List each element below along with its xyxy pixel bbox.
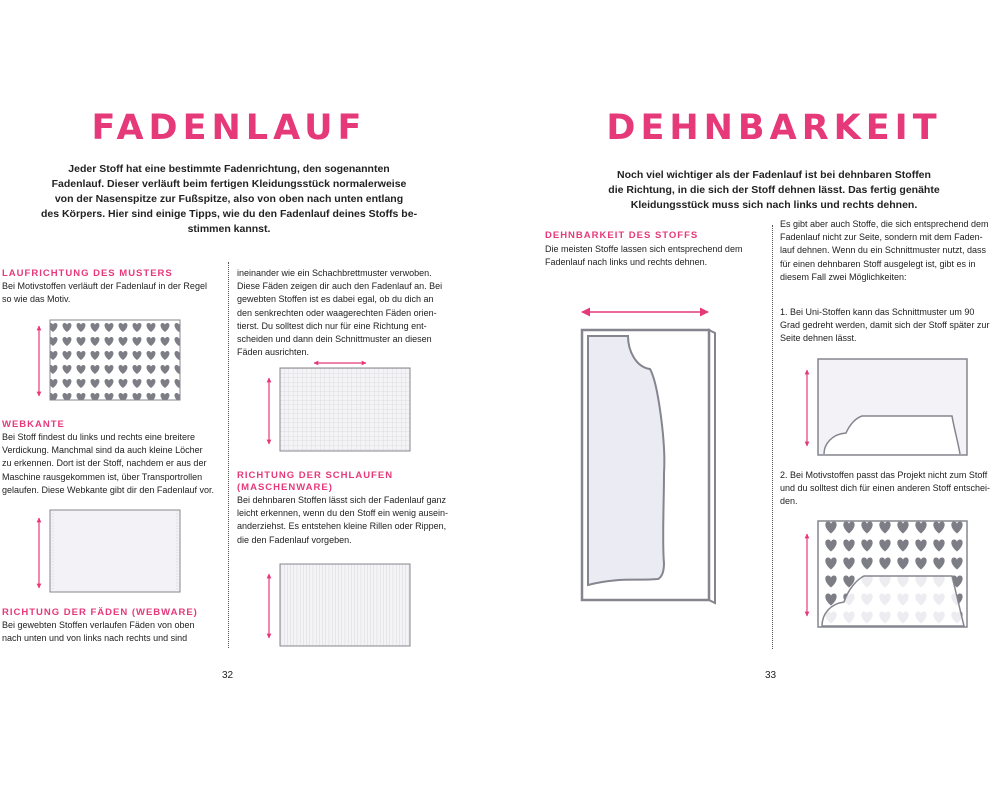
text-line: Maschine rausgekommen ist, über Transportrollen: [2, 471, 203, 482]
text-line: Bei Stoff findest du links und rechts eine breitere: [2, 432, 195, 442]
text-line: den.: [780, 496, 798, 507]
left-intro-line: Fadenlauf. Dieser verläuft beim fertigen Kleidungsstück normalerweise: [51, 178, 407, 190]
heading-dehnbarkeit-stoffs: DEHNBARKEIT DES STOFFS: [545, 230, 699, 241]
right-intro-line: die Richtung, in die sich der Stoff dehnen lässt. Das fertig genähte: [608, 184, 940, 196]
heading-line: (MASCHENWARE): [237, 482, 333, 493]
text-line: 1. Bei Uni-Stoffen kann das Schnittmuster um 90: [780, 307, 975, 317]
text-laufrichtung: [2, 280, 207, 306]
text-line: anderziehst. Es entstehen kleine Rillen oder Rippen,: [237, 521, 447, 532]
text-column-2-right: [780, 218, 988, 284]
woven-fabric-illustration: [262, 360, 414, 454]
selvage-fabric-illustration: [30, 508, 182, 594]
text-option-2: [780, 469, 990, 509]
text-line: so wie das Motiv.: [2, 294, 71, 305]
text-line: Bei dehnbaren Stoffen lässt sich der Fadenlauf ganz: [237, 495, 446, 505]
right-intro-line: Kleidungsstück muss sich nach links und rechts dehnen.: [630, 199, 918, 211]
text-line: für einen dehnbaren Stoff ausgelegt ist, gibt es in: [780, 258, 976, 269]
text-line: Verdickung. Manchmal sind da auch kleine Löcher: [2, 445, 203, 456]
text-richtung-schlaufen: [237, 494, 448, 547]
heading-laufrichtung: LAUFRICHTUNG DES MUSTERS: [2, 268, 173, 279]
text-line: Grad gedreht werden, damit sich der Stoff später zur: [780, 320, 990, 331]
text-line: und du solltest dich für einen anderen Stoff entschei-: [780, 483, 990, 494]
left-intro-line: von der Nasenspitze zur Fußspitze, also von oben nach unten entlang: [54, 193, 404, 205]
bodice-pattern-piece: [588, 336, 664, 585]
page-number-left: 32: [222, 670, 234, 681]
left-intro: [0, 162, 458, 237]
page-number-right: 33: [765, 670, 777, 681]
text-dehnbarkeit-stoffs: [545, 243, 742, 269]
text-line: Diese Fäden zeigen dir auch den Fadenlauf an. Bei: [237, 281, 443, 292]
text-richtung-faeden: [2, 619, 194, 645]
text-line: Bei gewebten Stoffen verlaufen Fäden von oben: [2, 620, 195, 630]
folded-pattern-illustration: [578, 303, 718, 608]
text-line: diesem Fall zwei Möglichkeiten:: [780, 271, 907, 282]
text-option-1: [780, 306, 989, 346]
column-separator: [228, 262, 229, 648]
text-line: zu erkennen. Dort ist der Stoff, nachdem er aus der: [2, 458, 207, 469]
text-line: gewebten Stoffen ist es dabei egal, ob du dich an: [237, 294, 434, 305]
selvage-fabric-swatch: [50, 510, 180, 592]
woven-grid-swatch: [280, 368, 410, 451]
heart-fabric-illustration: [30, 318, 182, 402]
rotated-pattern-illustration: [800, 356, 970, 458]
heading-richtung-schlaufen: [237, 470, 393, 494]
text-line: lauf dehnen. Wenn du ein Schnittmuster nutzt, dass: [780, 245, 986, 256]
text-line: Die meisten Stoffe lassen sich entsprechend dem: [545, 244, 743, 254]
text-line: tierst. Du solltest dich nur für eine Richtung ent-: [237, 320, 427, 331]
right-intro: [545, 168, 1000, 213]
text-line: gelaufen. Diese Webkante gibt dir den Fadenlauf vor.: [2, 484, 214, 495]
text-line: Seite dehnen lässt.: [780, 333, 857, 344]
knit-fabric-illustration: [262, 560, 414, 650]
heart-fabric-swatch: [50, 320, 180, 400]
text-line: Fadenlauf nach links und rechts dehnen.: [545, 257, 708, 268]
right-page-title: DEHNBARKEIT: [606, 108, 942, 148]
knit-ribs-swatch: [280, 564, 410, 646]
text-line: leicht erkennen, wenn du den Stoff ein wenig ausein-: [237, 508, 448, 519]
text-column-2-left: [237, 267, 442, 359]
text-webkante: [2, 431, 214, 497]
left-intro-line: stimmen kannst.: [187, 223, 271, 235]
left-page-title: FADENLAUF: [91, 108, 367, 148]
left-intro-line: des Körpers. Hier sind einige Tipps, wie du den Fadenlauf deines Stoffs be-: [40, 208, 418, 220]
heading-line: RICHTUNG DER SCHLAUFEN: [237, 470, 394, 481]
heading-webkante: WEBKANTE: [2, 419, 65, 430]
column-separator: [772, 225, 773, 649]
text-line: die den Fadenlauf vorgeben.: [237, 534, 352, 545]
left-intro-line: Jeder Stoff hat eine bestimmte Fadenrichtung, den sogenannten: [68, 163, 390, 175]
heading-richtung-faeden: RICHTUNG DER FÄDEN (WEBWARE): [2, 607, 198, 618]
text-line: den senkrechten oder waagerechten Fäden orien-: [237, 307, 437, 318]
text-line: ineinander wie ein Schachbrettmuster verwoben.: [237, 268, 432, 278]
text-line: Bei Motivstoffen verläuft der Fadenlauf in der Regel: [2, 281, 207, 291]
motif-pattern-illustration: [800, 518, 970, 630]
text-line: nach unten und von links nach rechts und sind: [2, 633, 188, 644]
text-line: Es gibt aber auch Stoffe, die sich entsprechend dem: [780, 219, 989, 229]
right-intro-line: Noch viel wichtiger als der Fadenlauf ist bei dehnbaren Stoffen: [617, 169, 931, 181]
text-line: 2. Bei Motivstoffen passt das Projekt nicht zum Stoff: [780, 470, 988, 480]
text-line: Fäden ausrichten.: [237, 347, 310, 358]
text-line: Fadenlauf nicht zur Seite, sondern mit dem Faden-: [780, 232, 983, 243]
text-line: scheiden und dann dein Schnittmuster an diesen: [237, 334, 432, 345]
